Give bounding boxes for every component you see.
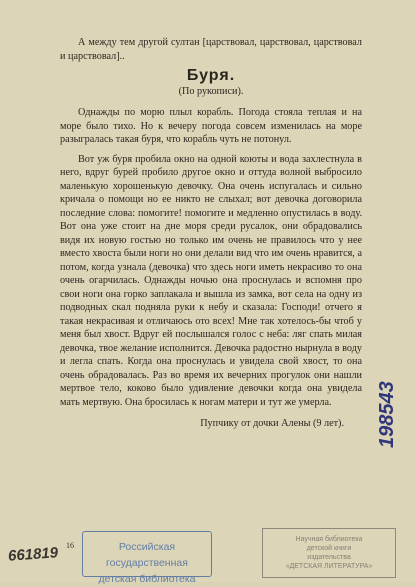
superscript-mark: 16	[66, 541, 74, 550]
library-stamp-blue	[82, 531, 212, 585]
intro-paragraph: А между тем другой султан [царствовал, царствовал, царствовал и царствовал]..	[60, 37, 362, 62]
stamp-line: «ДЕТСКАЯ ЛИТЕРАТУРА»	[285, 563, 373, 570]
library-stamp-gray	[262, 528, 396, 578]
stamp-line: издательства	[307, 554, 351, 561]
story-paragraph: Вот уж буря пробила окно на одной коюты и вода захлестнула в него, вдруг бурей пробило другое окно и оттуда волной выбросило маленькую хорошенькую девочку. Она очень испугалась и сильно кричала о помощи но ее никто не слыхал; вот девочка договорила последние слова: помогите! помогите и медленно опустилась в воду. Вот она уже стоит на дне моря среди русалок, они обрадовались видя их новую гостью но только им очень не правилось что у нее вместо хвоста были ноги но они делали вид что им очень нравится, а потом, когда узнала (девочка) что здесь ноги иметь некрасиво то она очень огарчилась. Однажды ночью она проснулась и вспомня про свои ноги она горко заплакала и вышла из замка, вот села на одну из подводных скал подняла руки к небу и сказала: Господи! отчего я такая некрасивая и отличаюсь ото всех! Мне так хотелось-бы чтоб у меня был хвост. Вдруг ей послышался голос с неба: ляг спать милая девочка, твое желание исполнится. Девочка радостно нырнула в воду и легла спать. Когда она проснулась и увидела свой хвост, то она очень обрадовалась. Раз во время их вечерних прогулок они нашли мертвое тело, коково было удивление девочки когда она увидела мать мертвую. Она бросилась к ногам матери и тут же умерла.	[60, 153, 362, 408]
stamp-line: детская библиотека	[98, 573, 196, 585]
stamp-line: детской книги	[306, 545, 352, 552]
story-subtitle: (По рукописи).	[178, 85, 244, 97]
stamp-line: Российская государственная	[106, 541, 188, 569]
story-title: Буря.	[186, 67, 236, 84]
handwritten-vertical-number: 198543	[376, 381, 398, 448]
signature-line: Пупчику от дочки Алены (9 лет).	[200, 418, 344, 429]
inventory-number: 661819	[7, 544, 59, 565]
story-paragraph: Однажды по морю плыл корабль. Погода стояла теплая и на море было тихо. Но к вечеру погода совсем изменилась на море разыгралась такая буря, что корабль чуть не потонул.	[60, 107, 362, 145]
text-block	[60, 36, 362, 431]
stamp-line: Научная библиотека	[295, 536, 363, 543]
